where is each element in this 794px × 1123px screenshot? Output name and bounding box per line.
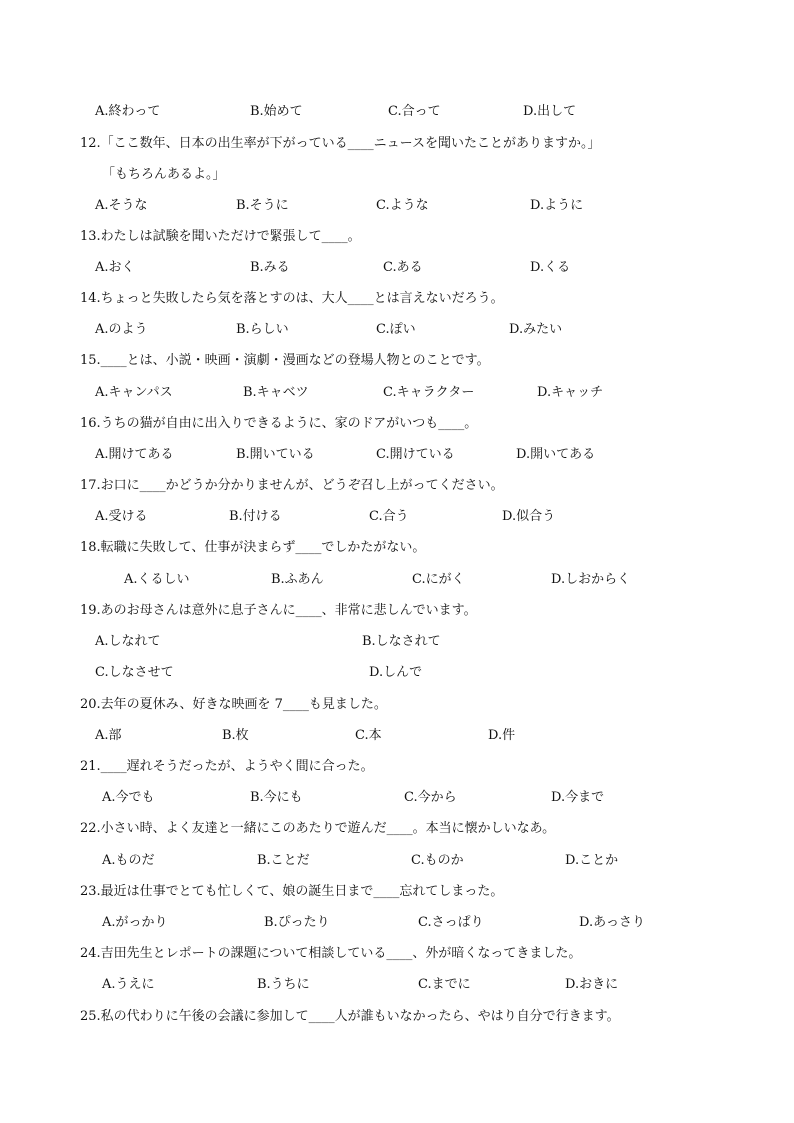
q12-option-b: B.そうに xyxy=(236,198,289,213)
q13-question: 13.わたしは試験を聞いただけで緊張して____。 xyxy=(80,229,361,244)
q11-option-c: C.合って xyxy=(388,104,441,119)
q15-option-d: D.キャッチ xyxy=(537,385,604,400)
q25-question: 25.私の代わりに午後の会議に参加して____人が誰もいなかったら、やはり自分で行きます。 xyxy=(80,1009,620,1024)
q23-option-b: B.ぴったり xyxy=(264,915,330,930)
q18-option-d: D.しおからく xyxy=(551,572,631,587)
q18-option-b: B.ふあん xyxy=(271,572,324,587)
q15-option-a: A.キャンパス xyxy=(95,385,173,400)
q20-option-a: A.部 xyxy=(95,728,122,743)
q19-option-a: A.しなれて xyxy=(95,634,161,649)
q22-option-a: A.ものだ xyxy=(102,853,155,868)
q22-option-b: B.ことだ xyxy=(257,853,310,868)
q17-option-c: C.合う xyxy=(369,509,409,524)
q20-option-c: C.本 xyxy=(355,728,382,743)
q15-question: 15.____とは、小説・映画・演劇・漫画などの登場人物とのことです。 xyxy=(80,353,490,368)
q16-option-c: C.開けている xyxy=(376,447,455,462)
q20-option-b: B.枚 xyxy=(222,728,249,743)
q15-option-b: B.キャベツ xyxy=(243,385,309,400)
q21-option-b: B.今にも xyxy=(250,790,303,805)
q12-reply: 「もちろんあるよ。」 xyxy=(102,167,226,182)
q14-option-a: A.のよう xyxy=(95,322,148,337)
q14-option-c: C.ぽい xyxy=(376,322,416,337)
q24-option-a: A.うえに xyxy=(102,977,155,992)
q17-option-b: B.付ける xyxy=(229,509,282,524)
q14-option-b: B.らしい xyxy=(236,322,289,337)
q12-question: 12.「ここ数年、日本の出生率が下がっている____ニュースを聞いたことがありますか。」 xyxy=(80,136,601,151)
q21-option-a: A.今でも xyxy=(102,790,155,805)
q13-option-c: C.ある xyxy=(383,260,423,275)
q19-question: 19.あのお母さんは意外に息子さんに____、非常に悲しんでいます。 xyxy=(80,603,477,618)
q22-question: 22.小さい時、よく友達と一緒にこのあたりで遊んだ____。本当に懐かしいなあ。 xyxy=(80,821,556,836)
q16-option-d: D.開いてある xyxy=(516,447,596,462)
q11-option-a: A.終わって xyxy=(95,104,161,119)
q12-option-a: A.そうな xyxy=(95,198,148,213)
q11-option-d: D.出して xyxy=(523,104,577,119)
q24-option-d: D.おきに xyxy=(565,977,619,992)
q23-question: 23.最近は仕事でとても忙しくて、娘の誕生日まで____忘れてしまった。 xyxy=(80,884,504,899)
q22-option-d: D.ことか xyxy=(565,853,619,868)
q22-option-c: C.ものか xyxy=(411,853,464,868)
q18-option-c: C.にがく xyxy=(412,572,465,587)
q15-option-c: C.キャラクター xyxy=(383,385,475,400)
q13-option-a: A.おく xyxy=(95,260,135,275)
q23-option-c: C.さっぱり xyxy=(418,915,484,930)
q11-option-b: B.始めて xyxy=(250,104,303,119)
q20-option-d: D.件 xyxy=(488,728,516,743)
q23-option-a: A.がっかり xyxy=(102,915,168,930)
q14-question: 14.ちょっと失敗したら気を落とすのは、大人____とは言えないだろう。 xyxy=(80,291,504,306)
q19-option-c: C.しなさせて xyxy=(95,665,174,680)
q21-option-d: D.今まで xyxy=(551,790,605,805)
q14-option-d: D.みたい xyxy=(509,322,563,337)
q13-option-d: D.くる xyxy=(530,260,571,275)
q18-question: 18.転職に失敗して、仕事が決まらず____でしかたがない。 xyxy=(80,540,426,555)
q24-question: 24.吉田先生とレポートの課題について相談している____、外が暗くなってきました。 xyxy=(80,946,582,961)
q24-option-b: B.うちに xyxy=(257,977,310,992)
q19-option-b: B.しなされて xyxy=(362,634,441,649)
q16-question: 16.うちの猫が自由に出入りできるように、家のドアがいつも____。 xyxy=(80,416,478,431)
q12-option-c: C.ような xyxy=(376,198,429,213)
q17-question: 17.お口に____かどうか分かりませんが、どうぞ召し上がってください。 xyxy=(80,478,504,493)
q12-option-d: D.ように xyxy=(530,198,584,213)
q21-question: 21.____遅れそうだったが、ようやく間に合った。 xyxy=(80,759,374,774)
q18-option-a: A.くるしい xyxy=(124,572,190,587)
q16-option-b: B.開いている xyxy=(236,447,315,462)
q13-option-b: B.みる xyxy=(250,260,290,275)
q23-option-d: D.あっさり xyxy=(579,915,645,930)
q17-option-a: A.受ける xyxy=(95,509,148,524)
q17-option-d: D.似合う xyxy=(502,509,556,524)
q19-option-d: D.しんで xyxy=(369,665,423,680)
q24-option-c: C.までに xyxy=(418,977,471,992)
q21-option-c: C.今から xyxy=(404,790,457,805)
q16-option-a: A.開けてある xyxy=(95,447,174,462)
q20-question: 20.去年の夏休み、好きな映画を 7____も見ました。 xyxy=(80,697,387,712)
